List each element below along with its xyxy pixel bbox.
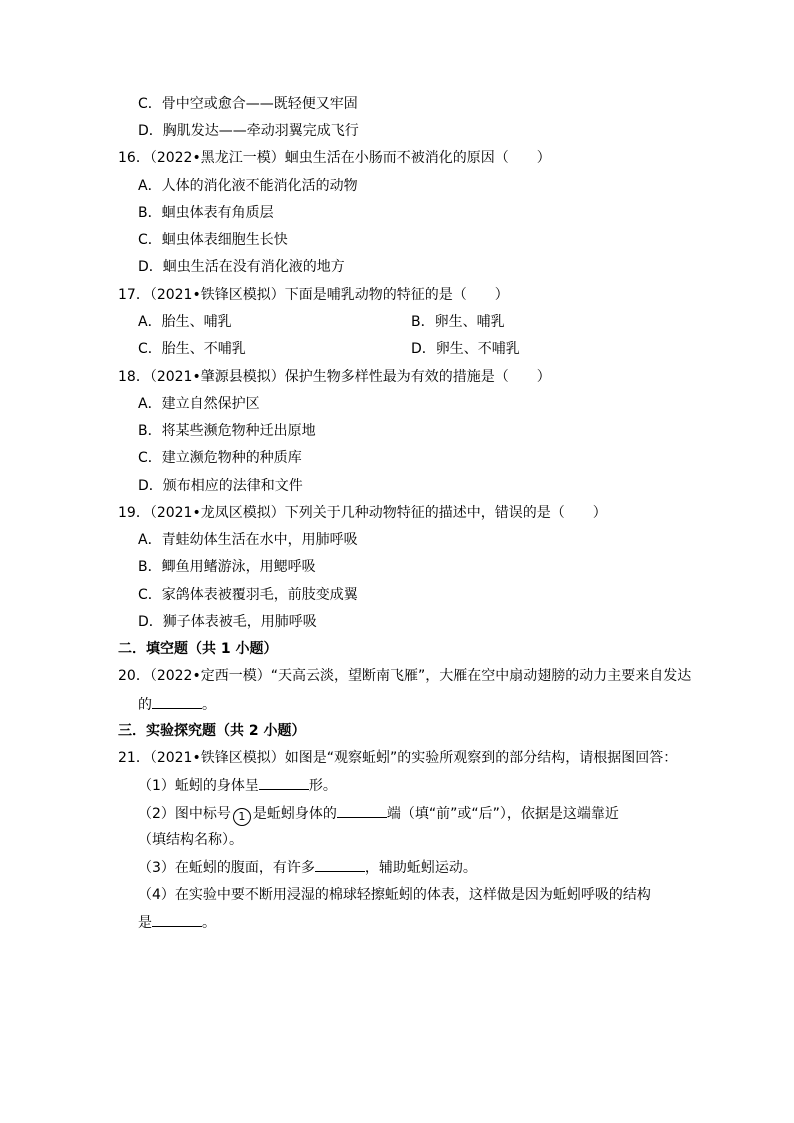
q21-part-1 — [138, 775, 337, 796]
q21-p4-text-c: 。 — [202, 915, 216, 931]
q21-p4-text-b: 是 — [138, 915, 152, 931]
q19-option-b: B．鲫鱼用鳍游泳，用鳃呼吸 — [138, 559, 316, 575]
q17-option-b: B．卵生、哺乳 — [411, 314, 505, 330]
q21-p2-blank[interactable] — [337, 803, 387, 818]
q16-option-a: A．人体的消化液不能消化活的动物 — [138, 178, 358, 194]
q17-option-a: A．胎生、哺乳 — [138, 314, 232, 330]
section-experiment-title: 三．实验探究题（共 2 小题） — [118, 723, 306, 739]
q16-option-d: D．蛔虫生活在没有消化液的地方 — [138, 259, 345, 275]
q21-p2-text-a: （2）图中标号 — [138, 806, 231, 822]
q19-option-c: C．家鸽体表被覆羽毛，前肢变成翼 — [138, 587, 358, 603]
q18-option-b: B．将某些濒危物种迁出原地 — [138, 423, 316, 439]
q19-option-d: D．狮子体表被毛，用肺呼吸 — [138, 614, 317, 630]
q16-option-b: B．蛔虫体表有角质层 — [138, 205, 274, 221]
q20-text-a: 的 — [138, 697, 152, 713]
q21-p1-text-b: 形。 — [308, 778, 337, 794]
q17-option-d: D．卵生、不哺乳 — [411, 341, 520, 357]
q21-p4-blank[interactable] — [152, 912, 202, 927]
q18-option-a: A．建立自然保护区 — [138, 396, 260, 412]
q15-option-c: C．骨中空或愈合——既轻便又牢固 — [138, 96, 358, 112]
q16-option-c: C．蛔虫体表细胞生长快 — [138, 232, 288, 248]
q15-option-d: D．胸肌发达——牵动羽翼完成飞行 — [138, 123, 359, 139]
section-fill-in-title: 二．填空题（共 1 小题） — [118, 641, 278, 657]
q19-stem: 19．（2021•龙凤区模拟）下列关于几种动物特征的描述中，错误的是（ ） — [118, 505, 607, 521]
q21-part-2-cont: （填结构名称）。 — [138, 832, 243, 848]
q20-line-1: 20．（2022•定西一模）“天高云淡，望断南飞雁”，大雁在空中扇动翅膀的动力主要来自发达 — [118, 668, 692, 684]
q21-part-4-cont — [138, 912, 216, 933]
q18-stem: 18．（2021•肇源县模拟）保护生物多样性最为有效的措施是（ ） — [118, 369, 551, 385]
q21-part-4: （4）在实验中要不断用浸湿的棉球轻擦蚯蚓的体表，这样做是因为蚯蚓呼吸的结构 — [138, 887, 651, 903]
q21-p3-text-b: ，辅助蚯蚓运动。 — [364, 860, 477, 876]
q21-p2-text-b: 是蚯蚓身体的 — [252, 806, 337, 822]
q21-p3-text-a: （3）在蚯蚓的腹面，有许多 — [138, 860, 315, 876]
q20-line-2 — [138, 694, 216, 715]
q21-p2-text-c: 端（填“前”或“后”），依据是这端靠近 — [386, 806, 619, 822]
q21-stem: 21．（2021•铁锋区模拟）如图是“观察蚯蚓”的实验所观察到的部分结构，请根据图回答： — [118, 750, 678, 766]
q21-p1-text-a: （1）蚯蚓的身体呈 — [138, 778, 259, 794]
q21-p1-blank[interactable] — [259, 775, 309, 790]
q18-option-c: C．建立濒危物种的种质库 — [138, 450, 302, 466]
q20-answer-blank[interactable] — [152, 694, 202, 709]
q21-p3-blank[interactable] — [315, 857, 365, 872]
q17-stem: 17．（2021•铁锋区模拟）下面是哺乳动物的特征的是（ ） — [118, 287, 509, 303]
q16-stem: 16．（2022•黑龙江一模）蛔虫生活在小肠而不被消化的原因（ ） — [118, 150, 551, 166]
q20-text-b: 。 — [202, 697, 216, 713]
q17-option-c: C．胎生、不哺乳 — [138, 341, 246, 357]
q18-option-d: D．颁布相应的法律和文件 — [138, 478, 303, 494]
circled-number-one: 1 — [233, 808, 251, 826]
q21-part-3 — [138, 857, 477, 878]
q19-option-a: A．青蛙幼体生活在水中，用肺呼吸 — [138, 532, 358, 548]
q21-part-2 — [138, 803, 619, 826]
